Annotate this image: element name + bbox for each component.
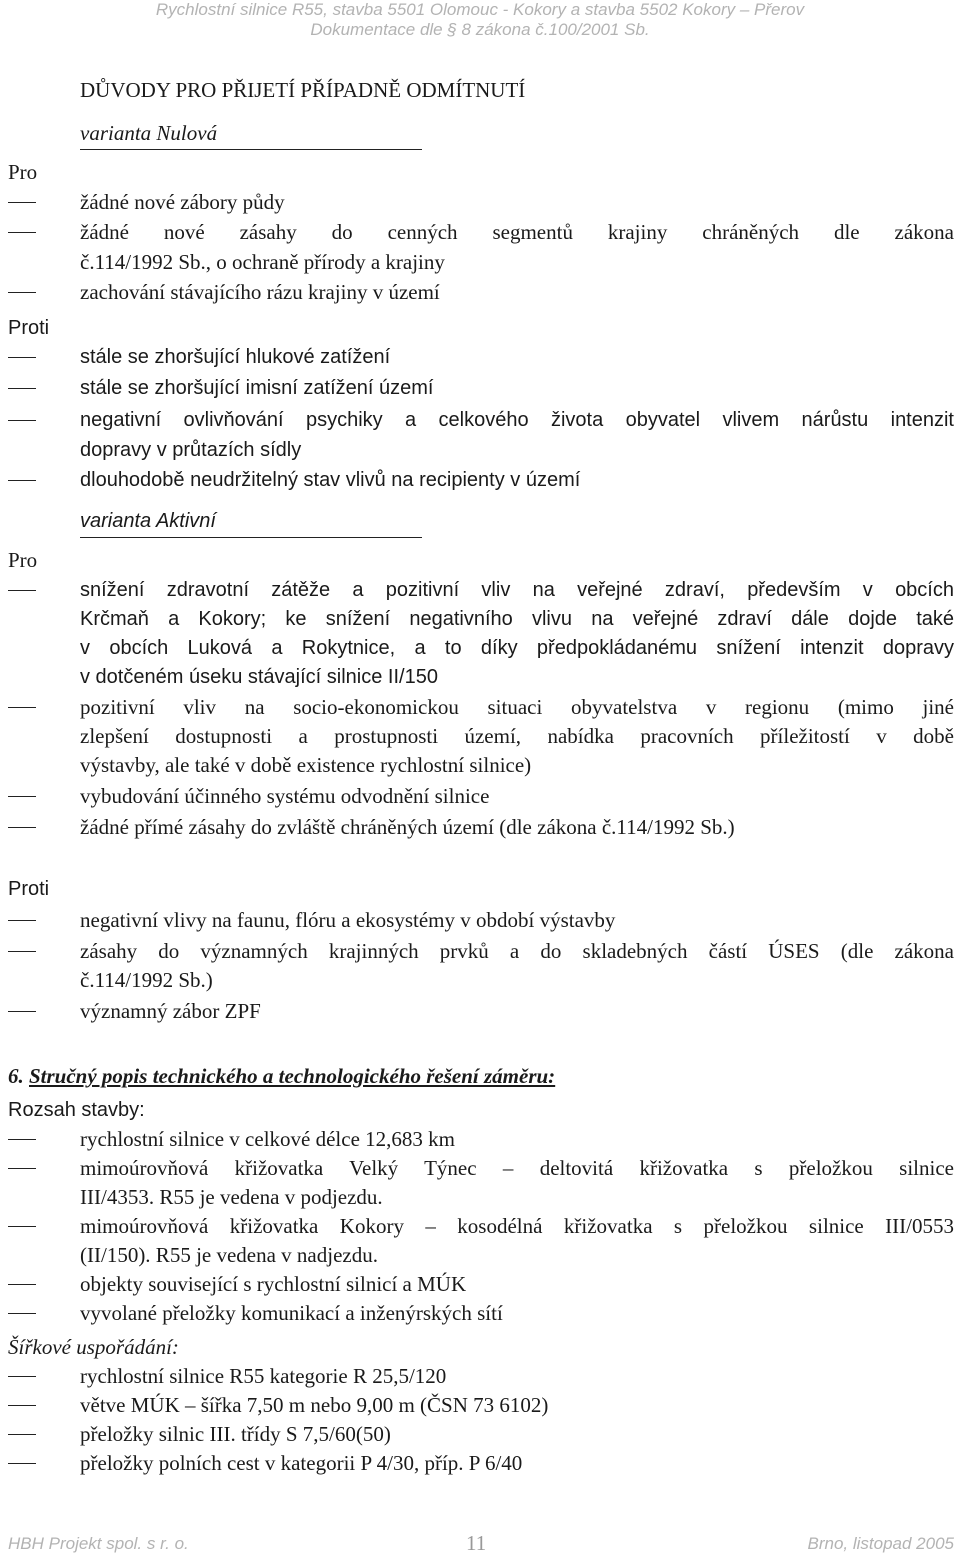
bullet-dash [8,292,36,293]
bullet-dash [8,590,36,591]
running-header-title: Rychlostní silnice R55, stavba 5501 Olomouc - Kokory a stavba 5502 Kokory – Přerov [155,0,805,19]
list-item-continued: č.114/1992 Sb.) [80,968,213,992]
bullet-dash [8,1168,36,1169]
list-item: objekty související s rychlostní silnicí a MÚK [80,1272,467,1296]
variant-null-con-label: Proti [8,317,50,339]
running-header-subtitle: Dokumentace dle § 8 zákona č.100/2001 Sb. [310,20,650,39]
list-item: přeložky polních cest v kategorii P 4/30, příp. P 6/40 [80,1451,523,1475]
bullet-dash [8,1313,36,1314]
bullet-dash [8,232,36,233]
list-item: žádné nové zábory půdy [80,190,285,214]
list-item: mimoúrovňová křižovatka Velký Týnec – deltovitá křižovatka s přeložkou silnice [80,1156,954,1180]
list-item: vyvolané přeložky komunikací a inženýrských sítí [80,1301,503,1325]
list-item: zachování stávajícího rázu krajiny v území [80,280,440,304]
bullet-dash [8,1405,36,1406]
list-item-continued: výstavby, ale také v době existence rychlostní silnice) [80,753,532,777]
bullet-dash [8,1284,36,1285]
section-6-title: Stručný popis technického a technologického řešení záměru: [29,1064,556,1088]
bullet-dash [8,1463,36,1464]
variant-null-pro-label: Pro [8,160,38,184]
list-item: větve MÚK – šířka 7,50 m nebo 9,00 m (ČSN 73 6102) [80,1393,549,1417]
bullet-dash [8,827,36,828]
section-title: DŮVODY PRO PŘIJETÍ PŘÍPADNĚ ODMÍTNUTÍ [80,78,526,102]
bullet-dash [8,388,36,389]
bullet-dash [8,920,36,921]
bullet-dash [8,1226,36,1227]
list-item: dlouhodobě neudržitelný stav vlivů na recipienty v území [80,469,581,491]
list-item-continued: zlepšení dostupnosti a prostupnosti území, nabídka pracovních příležitostí v době [80,724,954,748]
section-6-number: 6. [8,1064,24,1088]
list-item: zásahy do významných krajinných prvků a do skladebných částí ÚSES (dle zákona [80,939,954,963]
list-item: snížení zdravotní zátěže a pozitivní vliv na veřejné zdraví, především v obcích [80,579,954,601]
list-item: stále se zhoršující imisní zatížení území [80,377,434,399]
width-layout-label: Šířkové uspořádání: [8,1335,179,1359]
list-item: přeložky silnic III. třídy S 7,5/60(50) [80,1422,391,1446]
page-number: 11 [466,1531,487,1555]
footer-company: HBH Projekt spol. s r. o. [8,1534,189,1553]
bullet-dash [8,951,36,952]
list-item: vybudování účinného systému odvodnění silnice [80,784,490,808]
list-item-continued: (II/150). R55 je vedena v nadjezdu. [80,1243,378,1267]
bullet-dash [8,1376,36,1377]
list-item-continued: III/4353. R55 je vedena v podjezdu. [80,1185,383,1209]
bullet-dash [8,420,36,421]
list-item-continued: Krčmaň a Kokory; ke snížení negativního vlivu na veřejné zdraví dále dojde také [80,608,954,630]
list-item: významný zábor ZPF [80,999,261,1023]
bullet-dash [8,357,36,358]
list-item: pozitivní vliv na socio-ekonomickou situaci obyvatelstva v regionu (mimo jiné [80,695,954,719]
bullet-dash [8,1139,36,1140]
bullet-dash [8,480,36,481]
list-item-continued: č.114/1992 Sb., o ochraně přírody a krajiny [80,250,445,274]
list-item-continued: v obcích Luková a Rokytnice, a to díky předpokládanému snížení intenzit dopravy [80,637,954,659]
variant-active-con-label: Proti [8,878,50,900]
list-item: stále se zhoršující hlukové zatížení [80,346,391,368]
list-item: negativní ovlivňování psychiky a celkového života obyvatel vlivem nárůstu intenzit [80,409,954,431]
list-item: rychlostní silnice v celkové délce 12,683 km [80,1127,455,1151]
list-item: rychlostní silnice R55 kategorie R 25,5/120 [80,1364,447,1388]
variant-active-title: varianta Aktivní [80,510,216,532]
list-item-continued: v dotčeném úseku stávající silnice II/150 [80,666,438,688]
bullet-dash [8,707,36,708]
scope-label: Rozsah stavby: [8,1099,145,1121]
list-item: žádné nové zásahy do cenných segmentů krajiny chráněných dle zákona [80,220,954,244]
bullet-dash [8,1434,36,1435]
bullet-dash [8,796,36,797]
bullet-dash [8,1011,36,1012]
variant-active-pro-label: Pro [8,548,38,572]
section-6-heading [8,1063,555,1089]
bullet-dash [8,202,36,203]
variant-null-title: varianta Nulová [80,121,218,145]
list-item: mimoúrovňová křižovatka Kokory – kosodélná křižovatka s přeložkou silnice III/0553 [80,1214,954,1238]
variant-null-rule [80,149,422,150]
list-item-continued: dopravy v průtazích sídly [80,439,302,461]
variant-active-rule [80,537,422,538]
list-item: negativní vlivy na faunu, flóru a ekosystémy v období výstavby [80,908,616,932]
list-item: žádné přímé zásahy do zvláště chráněných území (dle zákona č.114/1992 Sb.) [80,815,735,839]
footer-place-date: Brno, listopad 2005 [807,1534,954,1553]
